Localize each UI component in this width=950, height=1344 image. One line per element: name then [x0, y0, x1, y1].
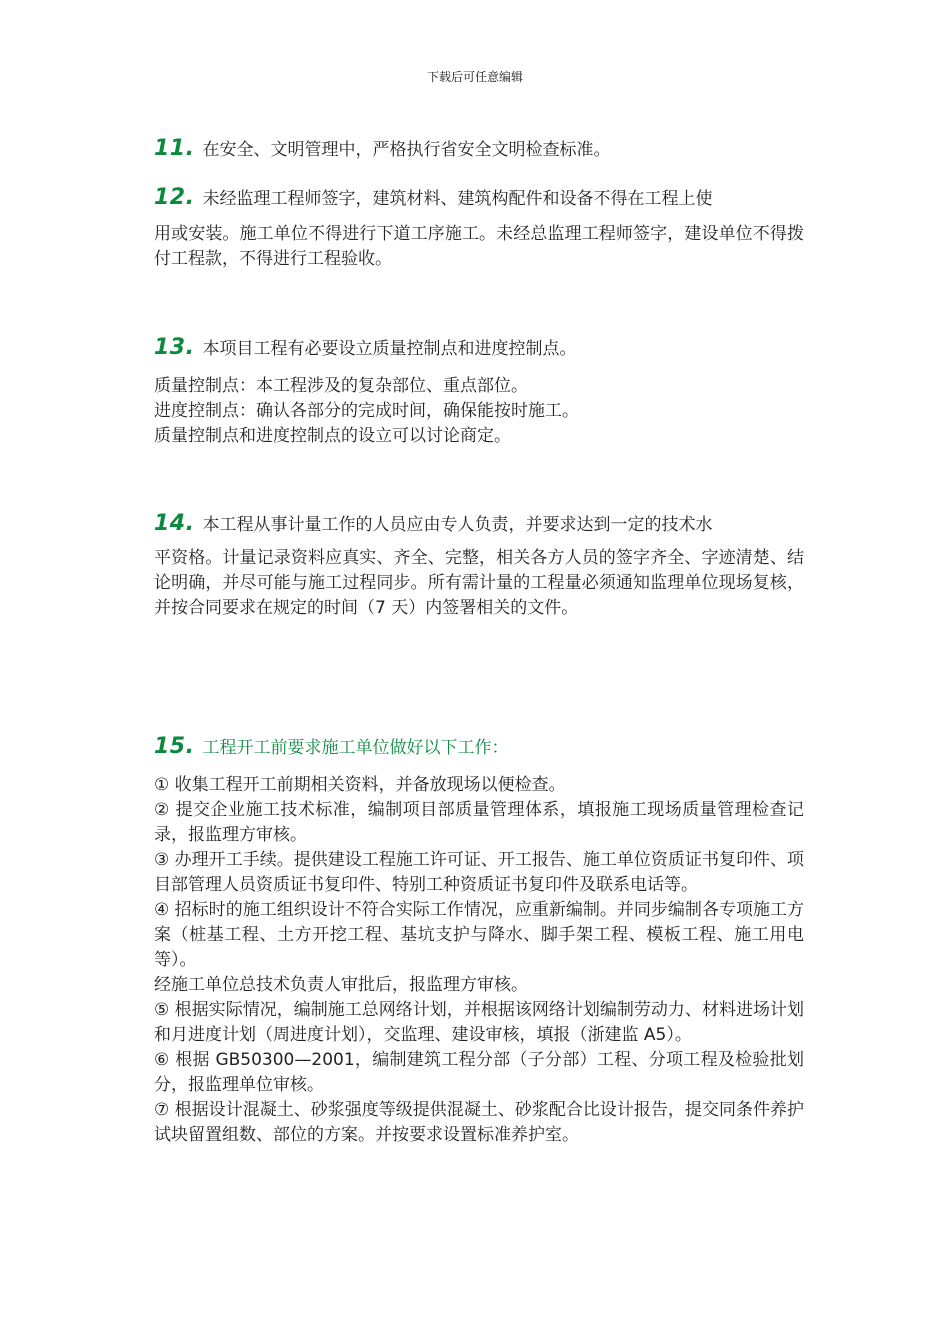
page-header: 下载后可任意编辑 [426, 70, 523, 84]
task-item-5: ⑤ 根据实际情况，编制施工总网络计划，并根据该网络计划编制劳动力、材料进场计划和月进度计划（周进度计划），交监理、建设审核，填报（浙建监 A5）。 [154, 1000, 804, 1045]
task-item-4: ④ 招标时的施工组织设计不符合实际工作情况，应重新编制。并同步编制各专项施工方案（桩基工程、土方开挖工程、基坑支护与降水、脚手架工程、模板工程、施工用电等）。 [154, 900, 804, 970]
task-item-2: ② 提交企业施工技术标准，编制项目部质量管理体系，填报施工现场质量管理检查记录，报监理方审核。 [154, 800, 804, 845]
clause-number: 15. [154, 734, 195, 759]
clause-lead: 工程开工前要求施工单位做好以下工作： [202, 738, 509, 758]
task-item-6: ⑥ 根据 GB50300—2001，编制建筑工程分部（子分部）工程、分项工程及检验批划分，报监理单位审核。 [154, 1050, 804, 1095]
clause-line: 质量控制点：本工程涉及的复杂部位、重点部位。 [154, 376, 528, 396]
clause-number: 14. [154, 511, 195, 536]
task-item-3: ③ 办理开工手续。提供建设工程施工许可证、开工报告、施工单位资质证书复印件、项目部管理人员资质证书复印件、特别工种资质证书复印件及联系电话等。 [154, 850, 804, 895]
clause-13 [154, 335, 804, 449]
task-item-7: ⑦ 根据设计混凝土、砂浆强度等级提供混凝土、砂浆配合比设计报告，提交同条件养护试块留置组数、部位的方案。并按要求设置标准养护室。 [154, 1100, 804, 1145]
clause-body: 平资格。计量记录资料应真实、齐全、完整，相关各方人员的签字齐全、字迹清楚、结论明确，并尽可能与施工过程同步。所有需计量的工程量必须通知监理单位现场复核，并按合同要求在规定的时间（7 天）内签署相关的文件。 [154, 548, 804, 618]
task-item-4-note: 经施工单位总技术负责人审批后，报监理方审核。 [154, 975, 528, 995]
clause-lead: 本工程从事计量工作的人员应由专人负责，并要求达到一定的技术水 [202, 515, 713, 535]
clause-line: 质量控制点和进度控制点的设立可以讨论商定。 [154, 426, 511, 446]
clause-number: 11. [154, 136, 195, 161]
clause-lead: 本项目工程有必要设立质量控制点和进度控制点。 [202, 339, 577, 359]
clause-line: 进度控制点：确认各部分的完成时间，确保能按时施工。 [154, 401, 579, 421]
clause-number: 12. [154, 185, 195, 210]
clause-body: 用或安装。施工单位不得进行下道工序施工。未经总监理工程师签字，建设单位不得拨付工程款，不得进行工程验收。 [154, 224, 804, 269]
clause-lead: 在安全、文明管理中，严格执行省安全文明检查标准。 [202, 140, 611, 160]
clause-number: 13. [154, 335, 195, 360]
clause-12 [154, 185, 804, 272]
clause-15 [154, 734, 804, 1148]
clause-11 [154, 136, 804, 163]
clause-lead: 未经监理工程师签字，建筑材料、建筑构配件和设备不得在工程上使 [202, 189, 713, 209]
task-item-1: ① 收集工程开工前期相关资料，并备放现场以便检查。 [154, 775, 566, 795]
clause-14 [154, 511, 804, 621]
